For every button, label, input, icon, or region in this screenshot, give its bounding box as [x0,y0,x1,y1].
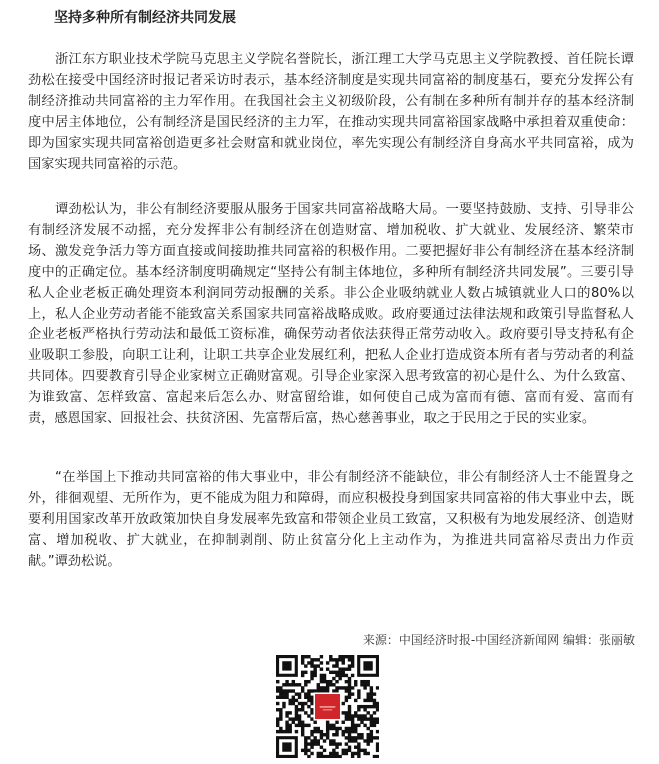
article-title: 坚持多种所有制经济共同发展 [54,10,236,26]
article-paragraph-3: “在举国上下推动共同富裕的伟大事业中，非公有制经济不能缺位，非公有制经济人士不能置身之外，徘徊观望、无所作为，更不能成为阻力和障碍，而应积极投身到国家共同富裕的伟大事业中去，既要利用国家改革开放政策加快自身发展率先致富和带领企业员工致富，又积极有为地发展经济、创造财富、增加税收、扩大就业，在抑制剥削、防止贫富分化上主动作为，为推进共同富裕尽责出力作贡献。”谭劲松说。 [28,470,634,569]
qr-code-graphic [276,655,379,758]
qr-code-icon [276,655,379,758]
source-line: 来源：中国经济时报-中国经济新闻网 编辑：张丽敏 [362,633,635,647]
article-paragraph-2: 谭劲松认为，非公有制经济要服从服务于国家共同富裕战略大局。一要坚持鼓励、支持、引导非公有制经济发展不动摇，充分发挥非公有制经济在创造财富、增加税收、扩大就业、发展经济、繁荣市场、激发竞争活力等方面直接或间接助推共同富裕的积极作用。二要把握好非公有制经济在基本经济制度中的正确定位。基本经济制度明确规定“坚持公有制主体地位，多种所有制经济共同发展”。三要引导私人企业老板正确处理资本利润同劳动报酬的关系。非公企业吸纳就业人数占城镇就业人口的80%以上，私人企业劳动者能不能致富关系国家共同富裕战略成败。政府要通过法律法规和政策引导监督私人企业老板严格执行劳动法和最低工资标准，确保劳动者依法获得正常劳动收入。政府要引导支持私有企业吸职工参股，向职工让利，让职工共享企业发展红利，把私人企业打造成资本所有者与劳动者的利益共同体。四要教育引导企业家树立正确财富观。引导企业家深入思考致富的初心是什么、为什么致富、为谁致富、怎样致富、富起来后怎么办、财富留给谁，如何使自己成为富而有德、富而有爱、富而有责，感恩国家、回报社会、扶贫济困、先富帮后富，热心慈善事业，取之于民用之于民的实业家。 [28,202,634,427]
article-paragraph-1: 浙江东方职业技术学院马克思主义学院名誉院长，浙江理工大学马克思主义学院教授、首任院长谭劲松在接受中国经济时报记者采访时表示，基本经济制度是实现共同富裕的制度基石，要充分发挥公有制经济推动共同富裕的主力军作用。在我国社会主义初级阶段，公有制在多种所有制并存的基本经济制度中居主体地位，公有制经济是国民经济的主力军，在推动实现共同富裕国家战略中承担着双重使命：即为国家实现共同富裕创造更多社会财富和就业岗位，率先实现公有制经济自身高水平共同富裕，成为国家实现共同富裕的示范。 [28,52,634,172]
